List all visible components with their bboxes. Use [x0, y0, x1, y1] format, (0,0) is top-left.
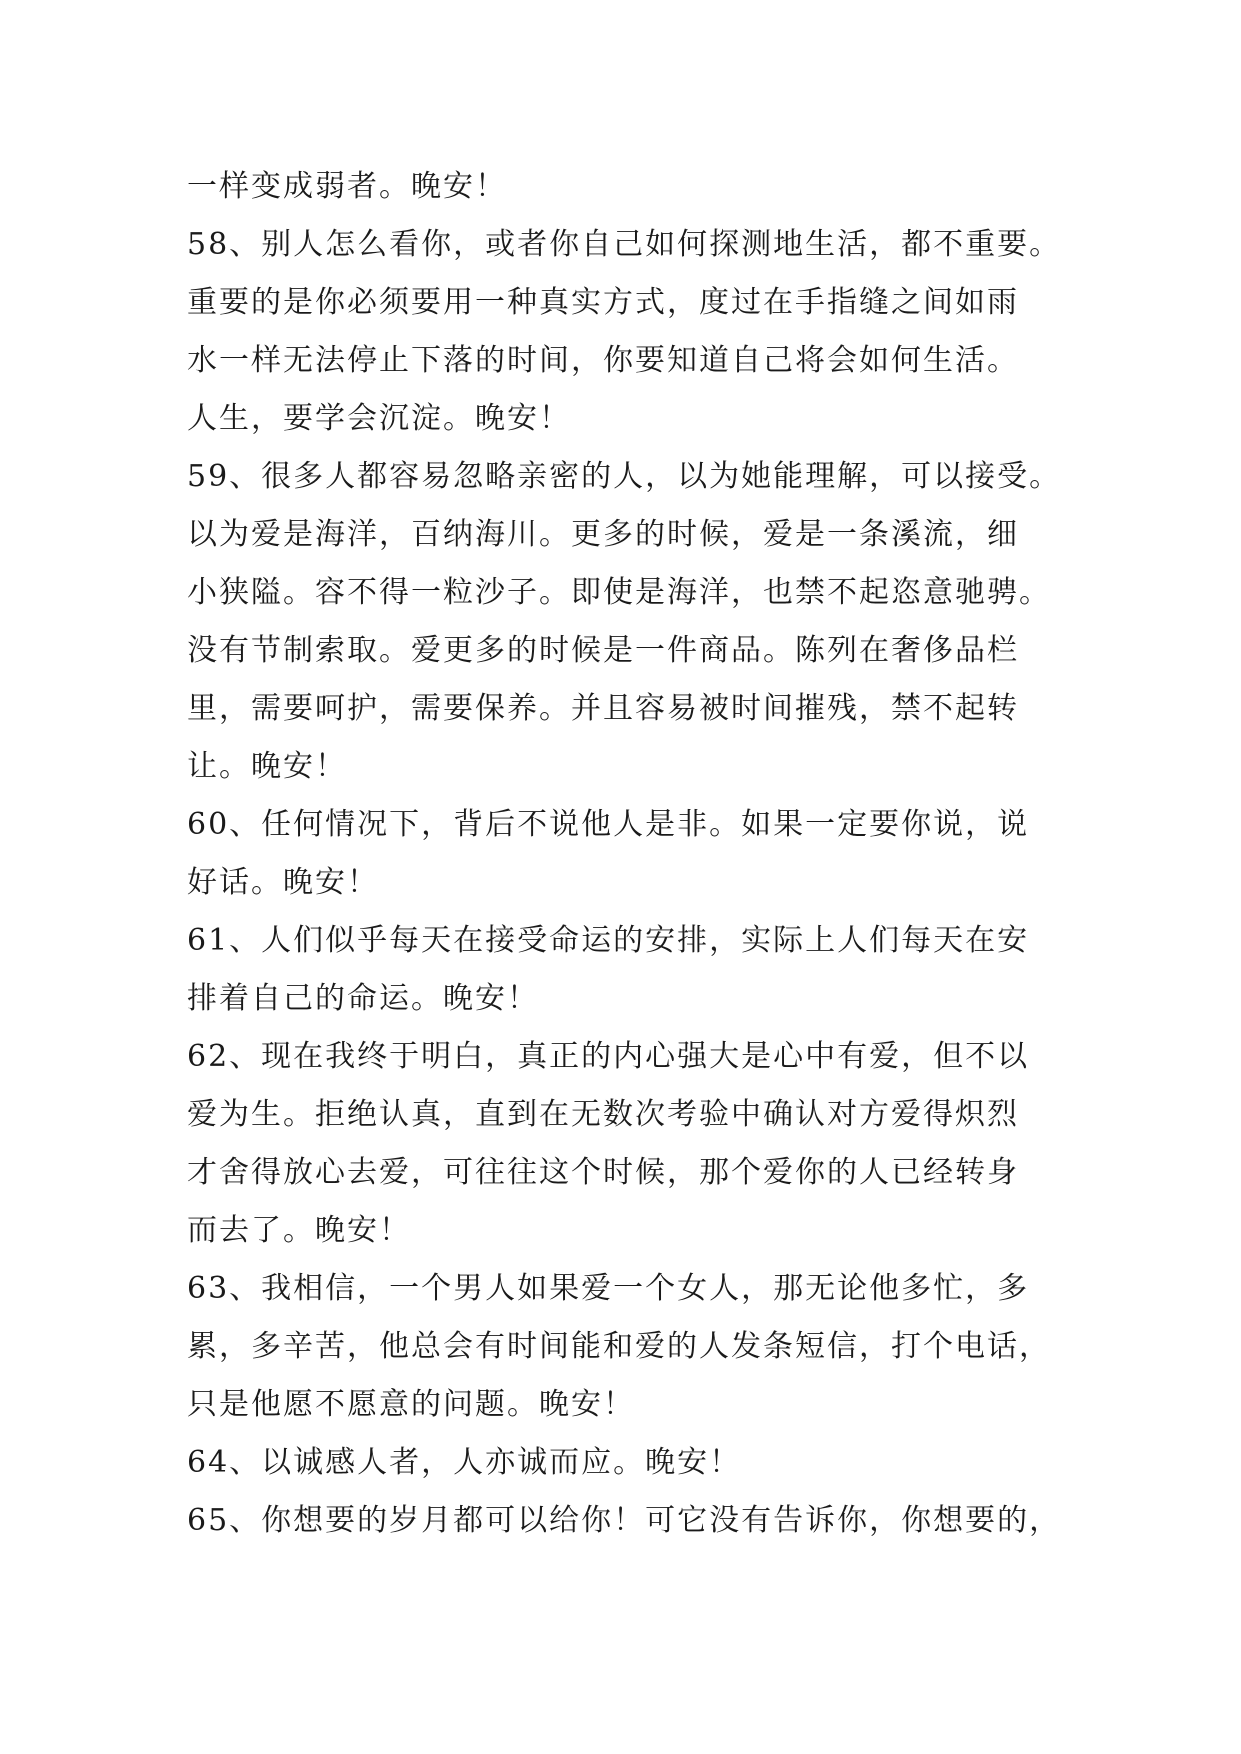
text-line: 63、我相信，一个男人如果爱一个女人，那无论他多忙，多 [187, 1271, 1030, 1306]
text-line: 62、现在我终于明白，真正的内心强大是心中有爱，但不以 [187, 1039, 1030, 1074]
text-line: 而去了。晚安！ [187, 1213, 411, 1248]
text-line: 只是他愿不愿意的问题。晚安！ [187, 1387, 635, 1422]
text-line: 排着自己的命运。晚安！ [187, 981, 539, 1016]
text-line: 让。晚安！ [187, 749, 347, 784]
text-line: 58、别人怎么看你，或者你自己如何探测地生活，都不重要。 [187, 227, 1062, 262]
text-line: 64、以诚感人者，人亦诚而应。晚安！ [187, 1445, 742, 1480]
text-line: 以为爱是海洋，百纳海川。更多的时候，爱是一条溪流，细 [187, 517, 1019, 552]
text-line: 累，多辛苦，他总会有时间能和爱的人发条短信，打个电话， [187, 1329, 1051, 1364]
text-line: 59、很多人都容易忽略亲密的人，以为她能理解，可以接受。 [187, 459, 1062, 494]
text-line: 小狭隘。容不得一粒沙子。即使是海洋，也禁不起恣意驰骋。 [187, 575, 1051, 610]
text-line: 重要的是你必须要用一种真实方式，度过在手指缝之间如雨 [187, 285, 1019, 320]
text-line: 才舍得放心去爱，可往往这个时候，那个爱你的人已经转身 [187, 1155, 1019, 1190]
text-line: 里，需要呵护，需要保养。并且容易被时间摧残，禁不起转 [187, 691, 1019, 726]
text-line: 没有节制索取。爱更多的时候是一件商品。陈列在奢侈品栏 [187, 633, 1019, 668]
text-line: 好话。晚安！ [187, 865, 379, 900]
text-line: 65、你想要的岁月都可以给你！可它没有告诉你，你想要的， [187, 1503, 1062, 1538]
document-body [187, 158, 1087, 1550]
text-line: 人生，要学会沉淀。晚安！ [187, 401, 571, 436]
text-line: 爱为生。拒绝认真，直到在无数次考验中确认对方爱得炽烈 [187, 1097, 1019, 1132]
text-line: 水一样无法停止下落的时间，你要知道自己将会如何生活。 [187, 343, 1019, 378]
text-line: 60、任何情况下，背后不说他人是非。如果一定要你说，说 [187, 807, 1030, 842]
text-line: 61、人们似乎每天在接受命运的安排，实际上人们每天在安 [187, 923, 1030, 958]
text-line: 一样变成弱者。晚安！ [187, 169, 507, 204]
